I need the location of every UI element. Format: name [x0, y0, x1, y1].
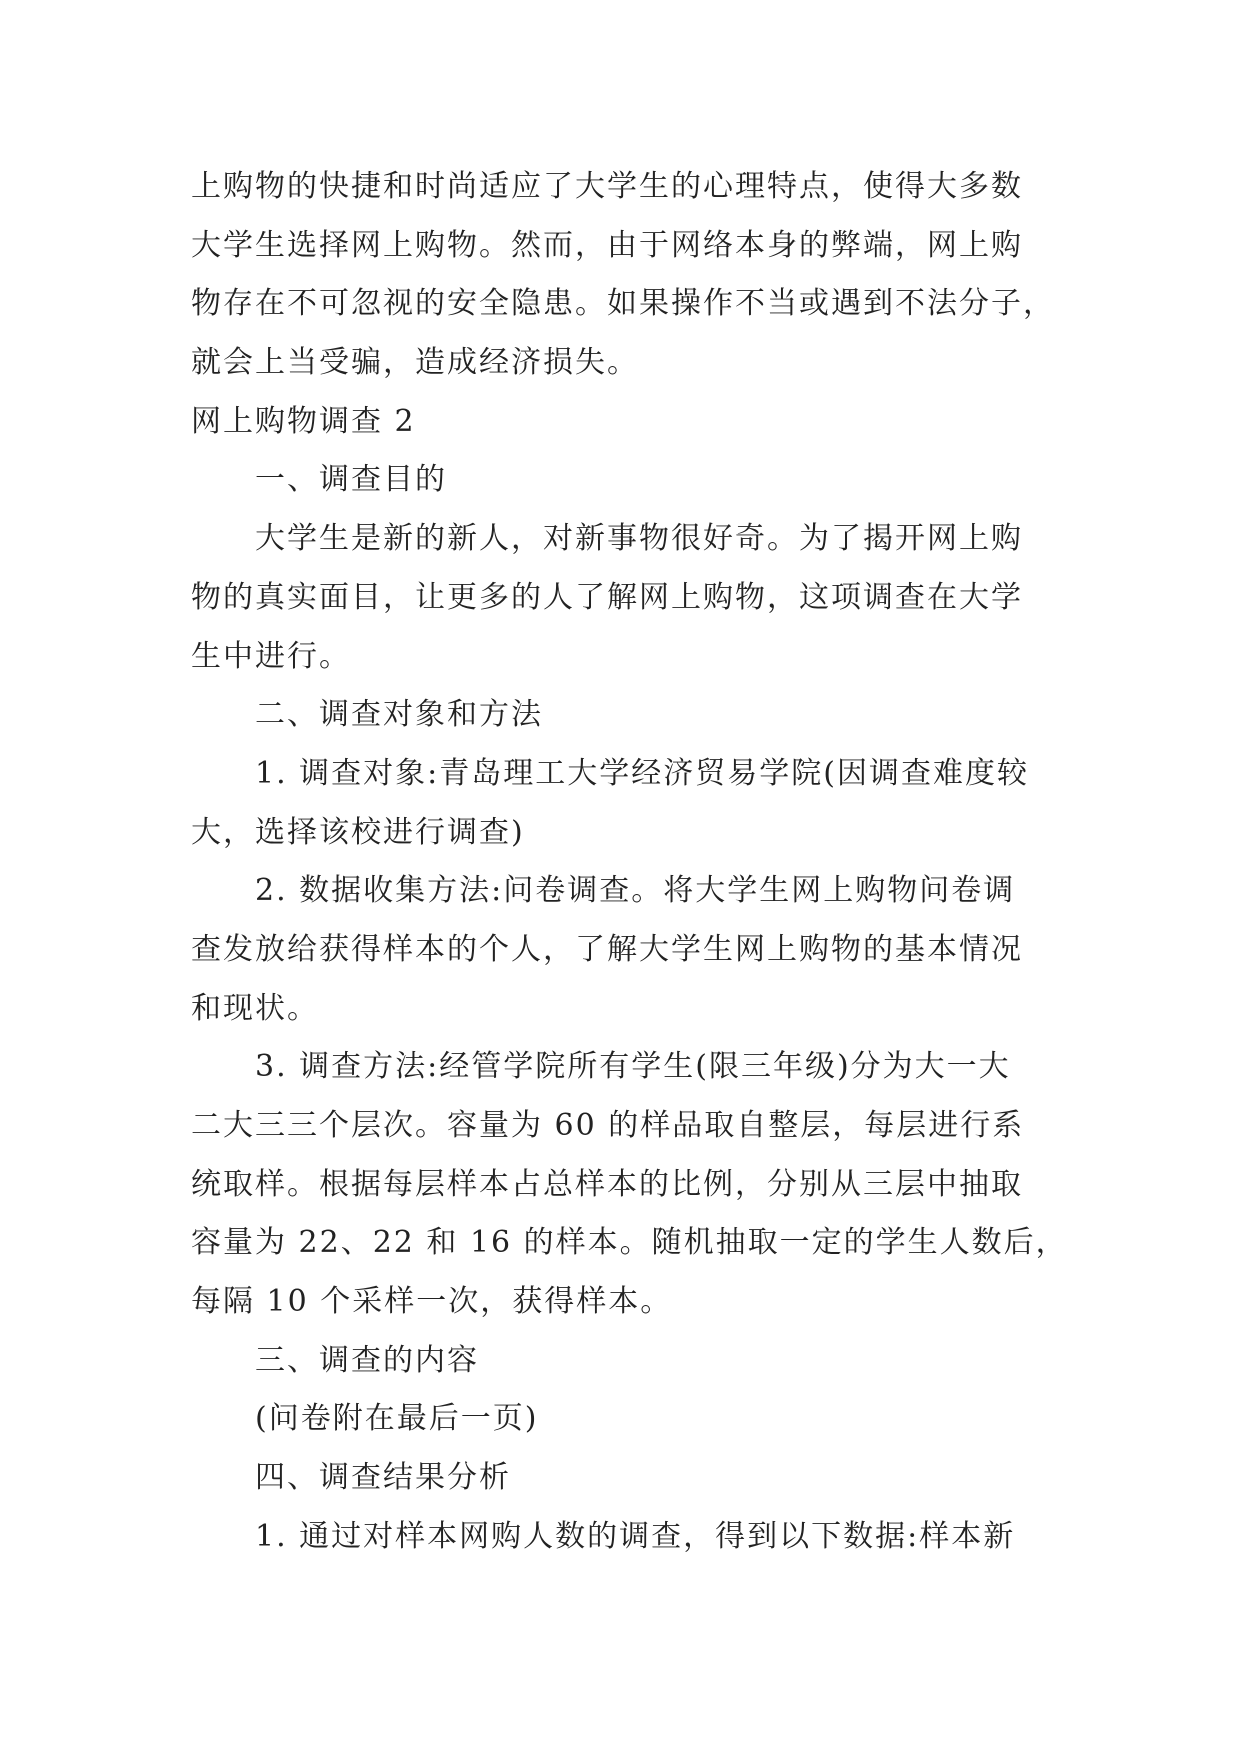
text-line: 统取样。根据每层样本占总样本的比例，分别从三层中抽取 [191, 1166, 1023, 1202]
text-line: 二、调查对象和方法 [255, 697, 543, 733]
text-line: 2. 数据收集方法:问卷调查。将大学生网上购物问卷调 [255, 873, 1016, 909]
text-line: 容量为 22、22 和 16 的样本。随机抽取一定的学生人数后， [191, 1225, 1068, 1261]
text-line: 1. 通过对样本网购人数的调查，得到以下数据:样本新 [255, 1518, 1016, 1554]
document-body [191, 158, 1091, 1567]
text-line: 生中进行。 [191, 638, 351, 674]
text-line: 和现状。 [191, 990, 319, 1026]
text-line: 3. 调查方法:经管学院所有学生(限三年级)分为大一大 [255, 1049, 1011, 1085]
text-line: 每隔 10 个采样一次，获得样本。 [191, 1284, 673, 1320]
text-line: 查发放给获得样本的个人，了解大学生网上购物的基本情况 [191, 931, 1023, 967]
text-line: 一、调查目的 [255, 462, 447, 498]
text-line: (问卷附在最后一页) [255, 1401, 539, 1437]
text-line: 就会上当受骗，造成经济损失。 [191, 345, 639, 381]
text-line: 大学生是新的新人，对新事物很好奇。为了揭开网上购 [255, 521, 1023, 557]
text-line: 上购物的快捷和时尚适应了大学生的心理特点，使得大多数 [191, 169, 1023, 204]
text-line: 大，选择该校进行调查) [191, 814, 525, 850]
text-line: 1. 调查对象:青岛理工大学经济贸易学院(因调查难度较 [255, 755, 1029, 791]
text-line: 三、调查的内容 [255, 1342, 479, 1378]
text-line: 二大三三个层次。容量为 60 的样品取自整层，每层进行系 [191, 1108, 1025, 1143]
text-line: 物的真实面目，让更多的人了解网上购物，这项调查在大学 [191, 579, 1023, 615]
text-line: 物存在不可忽视的安全隐患。如果操作不当或遇到不法分子， [191, 286, 1055, 322]
text-line: 网上购物调查 2 [191, 403, 416, 439]
text-line: 大学生选择网上购物。然而，由于网络本身的弊端，网上购 [191, 227, 1023, 263]
text-line: 四、调查结果分析 [255, 1460, 511, 1496]
